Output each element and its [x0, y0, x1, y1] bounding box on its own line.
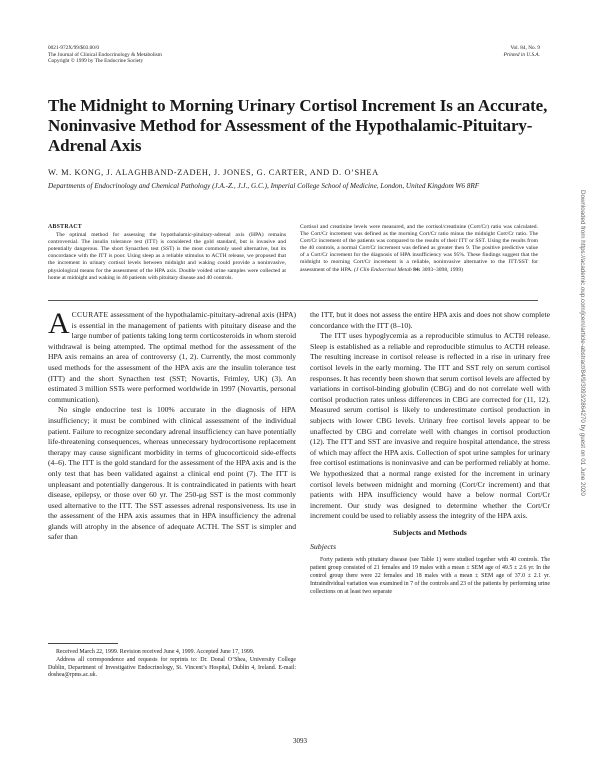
abstract-citation-volume: 84:: [413, 266, 421, 273]
download-note[interactable]: Downloaded from https://academic.oup.com/jcem/article-abstract/84/9/3093/2864270 by guest on 01 June 2020: [579, 190, 586, 496]
abstract-citation-journal: (J Clin Endocrinol Metab: [354, 266, 412, 273]
journal-header-left: [48, 45, 162, 65]
volume-issue: Vol. 84, No. 9: [510, 45, 540, 51]
drop-cap: A: [48, 307, 70, 340]
printed-in: Printed in U.S.A.: [503, 51, 540, 58]
article-title: The Midnight to Morning Urinary Cortisol Increment Is an Accurate, Noninvasive Method for Assessment of the Hypothalamic-Pituitary-Adrenal Axis: [48, 96, 548, 155]
copyright-line: Copyright © 1999 by The Endocrine Society: [48, 58, 144, 65]
page-number: 3093: [293, 737, 307, 745]
journal-name: The Journal of Clinical Endocrinology & Metabolism: [48, 51, 162, 58]
subsection-heading: Subjects: [310, 542, 336, 552]
abstract-left-column: [48, 224, 286, 282]
body-right-column: [310, 310, 550, 597]
abstract-right-column: [300, 224, 538, 274]
section-heading: Subjects and Methods: [393, 527, 467, 537]
received-dates: Received March 22, 1999. Revision received June 4, 1999. Accepted June 17, 1999.: [56, 649, 255, 655]
abstract-text-right: Cortisol and creatinine levels were measured, and the cortisol/creatinine (Cort/Cr) ratio was calculated. The Cort/Cr increment was defined as the morning Cort/Cr ratio minus the midnight Cort/Cr ratio. The Cort/Cr increment of the patients was compared to the results of their ITT or SST. Using the results from the 40 controls, a normal Cort/Cr increment was defined as greater then 9. The positive predictive value of a Cort/Cr increment for the diagnosis of HPA insufficiency was 95%. These findings suggest that the midnight to morning Cort/Cr increment is a reliable, noninvasive alternative to the ITT/SST for assessment of the HPA.: [300, 224, 538, 273]
journal-header-right: [504, 45, 540, 58]
author-list: W. M. KONG, J. ALAGHBAND-ZADEH, J. JONES, G. CARTER, AND D. O’SHEA: [48, 168, 379, 177]
abstract-citation-pages: 3093–3098, 1999): [421, 266, 463, 273]
intro-paragraph-2: No single endocrine test is 100% accurate in the diagnosis of HPA insufficiency; it must be combined with clinical assessment of the individual patient. Failure to recognize secondary adrenal insufficiency can have potentially life-threatening consequences, whereas unnecessary hydrocortisone replacement therapy may cause significant morbidity in terms of glucocorticoid side-effects (4–6). The ITT is the gold standard for the assessment of the HPA axis and is the only test that has been validated against a clinical end point (7). The ITT is unpleasant and potentially dangerous. It is contraindicated in patients with heart disease, epilepsy, or those over 60 yr. The 250-μg SST is the most commonly used alternative to the ITT. The SST assesses adrenal responsiveness. Its use in the assessment of the HPA axis assumes that in HPA insufficiency the adrenal glands will atrophy in the absence of adequate ACTH. The SST is simpler and safer than: [48, 405, 296, 542]
correspondence-address: Address all correspondence and requests for reprints to: Dr. Donal O’Shea, University College Dublin, Department of Investigative Endocrinology, St. Vincent’s Hospital, Dublin 4, Ireland. E-mail: doshea@rpms.ac.uk.: [48, 657, 296, 678]
abstract-heading: ABSTRACT: [48, 224, 82, 230]
intro-paragraph-3: the ITT, but it does not assess the entire HPA axis and does not show complete concordance with the ITT (8–10).: [310, 310, 550, 330]
footnote: [48, 649, 296, 680]
affiliation: Departments of Endocrinology and Chemical Pathology (J.A.-Z., J.J., G.C.), Imperial College School of Medicine, London, United Kingdom W6 8RF: [48, 182, 480, 190]
intro-first-word: CCURATE: [71, 310, 109, 319]
download-note-strip: [578, 190, 588, 590]
body-left-column: [48, 307, 296, 543]
intro-paragraph-4: The ITT uses hypoglycemia as a reproducible stimulus to ACTH release. Sleep is established as a reliable and reproducible stimulus to ACTH release. The resulting increase in cortisol release is reflected in a rise in urinary free cortisol levels in the early morning. The ITT and SST rely on serum cortisol responses. It has recently been shown that serum cortisol levels are affected by variations in cortisol-binding globulin (CBG) and do not correlate well with cortisol production rates unless differences in CBG are corrected for (11, 12). Measured serum cortisol is likely to underestimate cortisol production in subjects with lower CBG levels. Urinary free cortisol levels appear to be unaffected by CBG and correlate well with changes in cortisol production (12). The ITT and SST are invasive and require hospital attendance, the stress of which may affect the HPA axis. Collection of spot urine samples for urinary free cortisol estimations is noninvasive and can be performed reliably at home. We hypothesized that a normal range existed for the increment in urinary cortisol levels between midnight and morning (Cort/Cr increment) and that patients with HPA insufficiency would have a below normal Cort/Cr increment. Our study was designed to determine whether the Cort/Cr increment could be used to reliably assess the integrity of the HPA axis.: [310, 331, 550, 521]
intro-text-1: assessment of the hypothalamic-pituitary-adrenal axis (HPA) is essential in the management of patients with pituitary disease and the large number of patients taking long term corticosteroids in whom steroid withdrawal is being attempted. The optimal method for the assessment of the HPA axis remains an area of controversy (1, 2). Currently, the most commonly used methods for the assessment of the HPA axis are the insulin tolerance test (ITT) and the short Synacthen test (SST; Novartis, Frimley, UK) (3). An estimated 3 million SSTs were performed worldwide in 1997 (Novartis, personal communication).: [48, 310, 296, 404]
intro-paragraph-1: [48, 307, 296, 405]
issn-line: 0021-972X/99/$03.00/0: [48, 45, 100, 51]
footnote-rule: [48, 643, 118, 644]
abstract-rule: [48, 300, 538, 301]
subjects-paragraph: Forty patients with pituitary disease (see Table 1) were studied together with 40 controls. The patient group consisted of 21 females and 19 males with a mean ± SEM age of 49.5 ± 2.6 yr. In the control group there were 22 females and 18 males with a mean ± SEM age of 37.0 ± 2.1 yr. Intraindividual variation was examined in 7 of the controls and 23 of the patients by performing urine collections on at least two separate: [310, 557, 550, 595]
abstract-text-left: The optimal method for assessing the hypothalamic-pituitary-adrenal axis (HPA) remains controversial. The insulin tolerance test (ITT) is considered the gold standard, but is invasive and potentially dangerous. The short Synacthen test (SST) is the most commonly used alternative, but its concordance with the ITT is poor. Using sleep as a reliable stimulus to ACTH release, we proposed that the increment in urinary cortisol levels between midnight and waking could provide a noninvasive, physiological means for the assessment of the HPA axis. Double voided urine samples were collected at home at midnight and waking in 40 patients with pituitary disease and 40 controls.: [48, 232, 286, 281]
